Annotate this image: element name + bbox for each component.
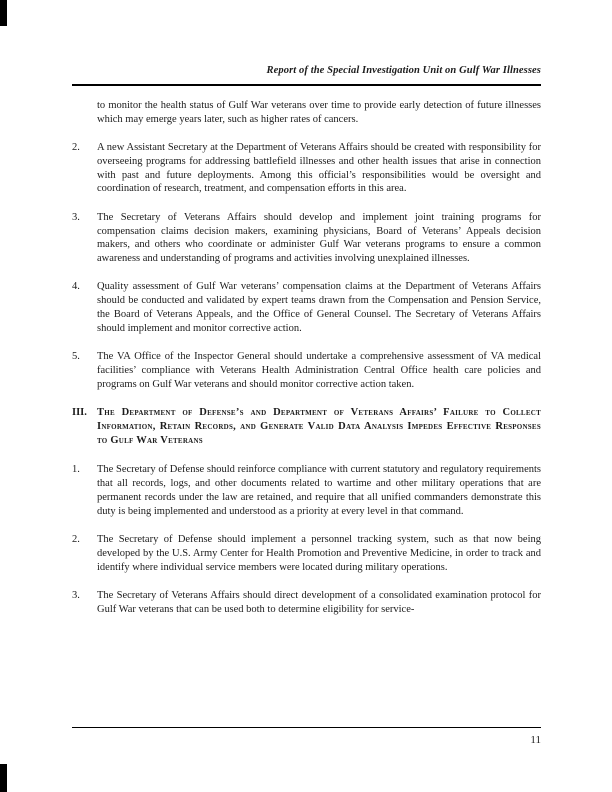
item-number: 5. <box>72 351 80 363</box>
item-text: A new Assistant Secretary at the Department of Veterans Affairs should be created with responsibility for overseeing programs for addressing battlefield illnesses and other health issues that arise in connection with past and future deployments. Among this official’s responsibilities would be oversight and coordination of research, treatment, and compensation efforts in this area. <box>97 142 541 195</box>
dod-recommendation-item <box>72 463 541 518</box>
item-number: 3. <box>72 211 80 223</box>
scan-artifact-top <box>0 0 7 26</box>
item-number: 2. <box>72 142 80 154</box>
section-title: The Department of Defense’s and Department of Veterans Affairs’ Failure to Collect Information, Retain Records, and Generate Valid Data Analysis Impedes Effective Responses to Gulf War Veterans <box>97 407 541 446</box>
va-recommendation-item <box>72 141 541 196</box>
scan-artifact-bottom <box>0 764 7 792</box>
continuation-paragraph: to monitor the health status of Gulf War veterans over time to provide early detection of future illnesses which may emerge years later, such as higher rates of cancers. <box>97 100 541 125</box>
item-number: 2. <box>72 534 80 546</box>
va-recommendation-item <box>72 280 541 335</box>
item-text: The VA Office of the Inspector General should undertake a comprehensive assessment of VA medical facilities’ compliance with Veterans Health Administration Central Office health care policies and programs on Gulf War veterans and should monitor corrective action taken. <box>97 351 541 390</box>
item-text: Quality assessment of Gulf War veterans’ compensation claims at the Department of Veterans Affairs should be conducted and validated by expert teams drawn from the Compensation and Pension Service, the Board of Veterans Appeals, and the Office of General Counsel. The Secretary of Veterans Affairs should implement and monitor corrective action. <box>97 281 541 334</box>
item-text: The Secretary of Defense should reinforce compliance with current statutory and regulatory requirements that all records, logs, and other documents related to wartime and other military operations that are permanent records under the law are retained, and require that all unified commanders demonstrate this duty is being implemented and understood as a priority at every level in that command. <box>97 464 541 517</box>
item-number: 3. <box>72 590 80 602</box>
page-number: 11 <box>530 734 541 746</box>
section-heading <box>72 406 541 447</box>
header-rule <box>72 84 541 86</box>
item-text: The Secretary of Veterans Affairs should develop and implement joint training programs for compensation claims decision makers, examining physicians, Board of Veterans’ Appeals decision makers, and others who coordinate or administer Gulf War veterans programs to ensure a common awareness and understanding of programs and activities involving unexplained illnesses. <box>97 211 541 265</box>
page-footer <box>72 727 541 747</box>
dod-recommendation-item <box>72 589 541 617</box>
dod-recommendation-item <box>72 533 541 574</box>
page-body <box>72 99 541 617</box>
va-recommendation-item <box>72 350 541 391</box>
item-number: 4. <box>72 281 80 293</box>
item-text: The Secretary of Veterans Affairs should direct development of a consolidated examination protocol for Gulf War veterans that can be used both to determine eligibility for service- <box>97 590 541 615</box>
va-recommendation-item <box>72 211 541 266</box>
item-number: 1. <box>72 464 80 476</box>
running-header-title: Report of the Special Investigation Unit on Gulf War Illnesses <box>266 65 541 76</box>
section-number: III. <box>72 407 87 419</box>
footer-rule <box>72 727 541 728</box>
item-text: The Secretary of Defense should implement a personnel tracking system, such as that now being developed by the U.S. Army Center for Health Promotion and Preventive Medicine, in order to track and identify where individual service members were located during military operations. <box>97 534 541 573</box>
